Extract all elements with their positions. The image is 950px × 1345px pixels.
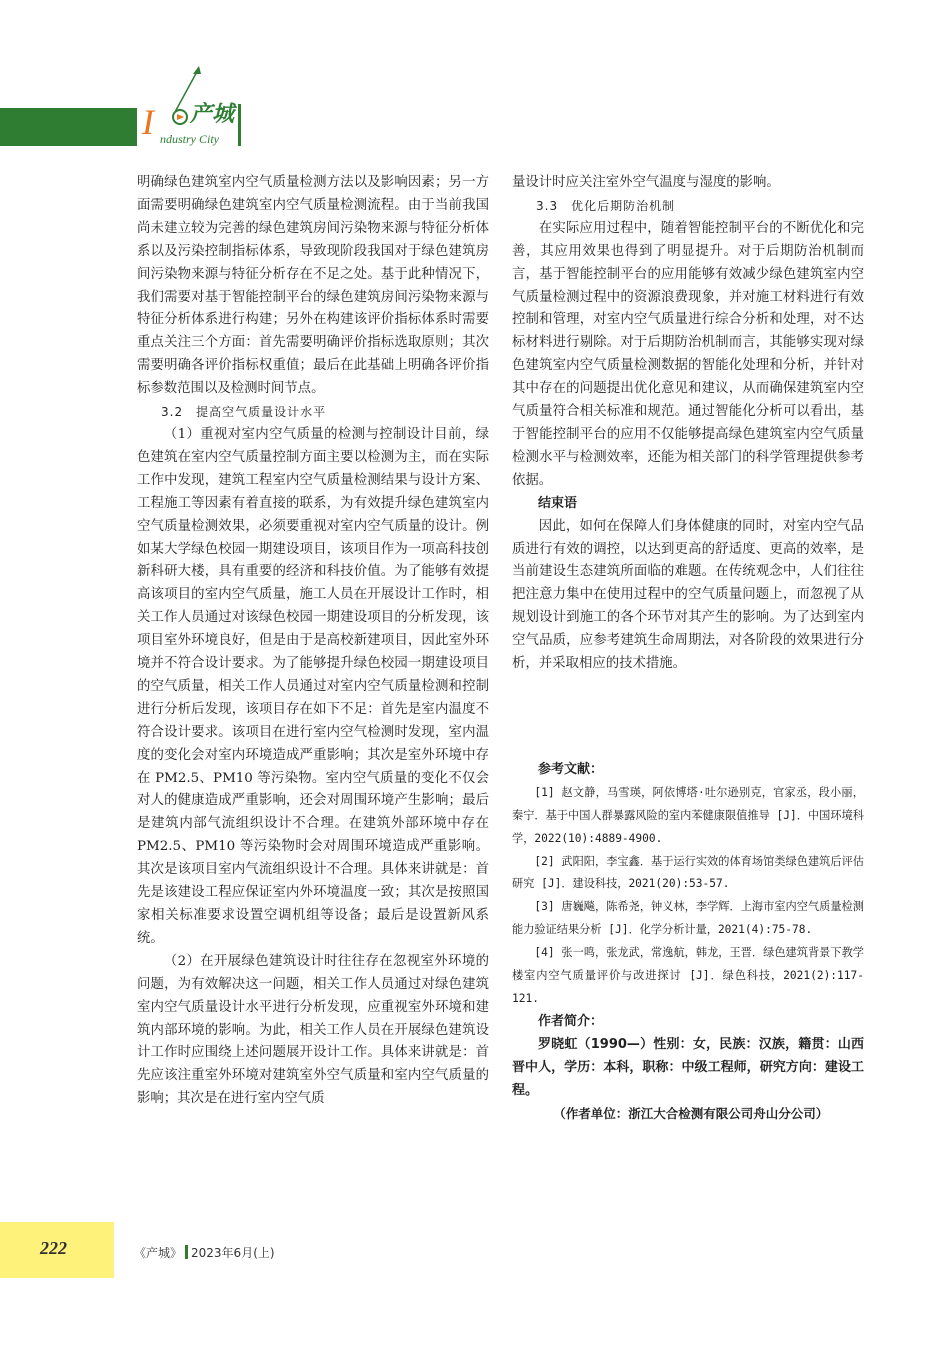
right-column	[512, 172, 864, 1125]
author-unit: （作者单位：浙江大合检测有限公司舟山分公司）	[553, 1105, 829, 1121]
paragraph: （1）重视对室内空气质量的检测与控制设计目前，绿色建筑在室内空气质量控制方面主要以检测为主，而在实际工作中发现，建筑工程室内空气质量检测结果与设计方案、工程施工等因素有着直接的联系，为有效提升绿色建筑室内空气质量检测效果，必须要重视对室内空气质量的设计。例如某大学绿色校园一期建设项目，该项目作为一项高科技创新科研大楼，具有重要的经济和科技价值。为了能够有效提高该项目的室内空气质量，施工人员在开展设计工作时，相关工作人员通过对该绿色校园一期建设项目的分析发现，该项目室外环境良好，但是由于是高校新建项目，因此室外环境并不符合设计要求。为了能够提升绿色校园一期建设项目的空气质量，相关工作人员通过对室内空气质量检测和控制进行分析后发现，该项目存在如下不足：首先是室内温度不符合设计要求。该项目在进行室内空气检测时发现，室内温度的变化会对室内环境造成严重影响；其次是室外环境中存在 PM2.5、PM10 等污染物。室内空气质量的变化不仅会对人的健康造成严重影响，还会对周围环境产生影响；最后是建筑内部气流组织设计不合理。在建筑外部环境中存在 PM2.5、PM10 等污染物时会对周围环境造成严重影响。其次是该项目室内气流组织设计不合理。具体来讲就是：首先是该建设工程应保证室内外环境温度一致；其次是按照国家相关标准要求设置空调机组等设备；最后是设置新风系统。	[137, 426, 489, 946]
paragraph: 量设计时应关注室外空气温度与湿度的影响。	[512, 175, 780, 190]
spacer	[512, 676, 864, 759]
reference-item: [4] 张一鸣，张龙武，常逸航，韩龙，王晋．绿色建筑背景下教学楼室内空气质量评价与改进探讨 [J]．绿色科技，2021(2):117-121.	[512, 946, 864, 1005]
section-heading-3-3: 3.3 优化后期防治机制	[536, 198, 676, 213]
issue-date: 2023年6月(上)	[191, 1246, 275, 1260]
reference-item: [3] 唐巍飚，陈希尧，钟义林，李学辉．上海市室内空气质量检测能力验证结果分析 [J]．化学分析计量，2021(4):75-78.	[512, 900, 864, 937]
author-bio: 罗晓虹（1990—）性别：女，民族：汉族，籍贯：山西晋中人，学历：本科，职称：中级工程师，研究方向：建设工程。	[512, 1036, 864, 1098]
logo-english-title: ndustry City	[160, 132, 219, 146]
journal-name: 《产城》	[134, 1246, 183, 1260]
reference-item: [1] 赵文静，马雪瑛，阿依博塔·吐尔逊别克，官家丞，段小丽，秦宁．基于中国人群暴露风险的室内苯健康限值推导 [J]．中国环境科学，2022(10):4889-4900.	[512, 785, 864, 845]
logo-divider	[238, 104, 241, 146]
conclusion-heading: 结束语	[538, 495, 578, 511]
footer-divider	[185, 1245, 188, 1259]
author-heading: 作者简介：	[538, 1013, 604, 1029]
paragraph: 明确绿色建筑室内空气质量检测方法以及影响因素；另一方面需要明确绿色建筑室内空气质量检测流程。由于当前我国尚未建立较为完善的绿色建筑房间污染物来源与特征分析体系以及污染控制指标体系，导致现阶段我国对于绿色建筑房间污染物来源与特征分析存在不足之处。基于此种情况下，我们需要对基于智能控制平台的绿色建筑房间污染物来源与特征分析体系进行构建；另外在构建该评价指标体系时需要重点关注三个方面：首先需要明确评价指标选取原则；其次需要明确各评价指标权重值；最后在此基础上明确各评价指标参数范围以及检测时间节点。	[137, 175, 489, 397]
page-number: 222	[40, 1238, 67, 1258]
logo-chinese-title: 产城	[190, 102, 235, 127]
logo-letter: I	[142, 102, 154, 142]
paragraph: 在实际应用过程中，随着智能控制平台的不断优化和完善，其应用效果也得到了明显提升。对于后期防治机制而言，基于智能控制平台的应用能够有效减少绿色建筑室内空气质量检测过程中的资源浪费现象，并对施工材料进行有效控制和管理，对室内空气质量进行综合分析和处理，对不达标材料进行剔除。对于后期防治机制而言，其能够实现对绿色建筑室内空气质量检测数据的智能化处理和分析，并针对其中存在的问题提出优化意见和建议，从而确保建筑室内空气质量符合相关标准和规范。通过智能化分析可以看出，基于智能控制平台的应用不仅能够提高绿色建筑室内空气质量检测水平与检测效率，还能为相关部门的科学管理提供参考依据。	[512, 220, 864, 488]
references-heading: 参考文献：	[538, 761, 604, 777]
paragraph: （2）在开展绿色建筑设计时往往存在忽视室外环境的问题，为有效解决这一问题，相关工作人员通过对绿色建筑室内空气质量设计水平进行分析发现，应重视室外环境和建筑内部环境的影响。为此，相关工作人员在开展绿色建筑设计工作时应围绕上述问题展开设计工作。具体来讲就是：首先应该注重室外环境对建筑室外空气质量和室内空气质量的影响；其次是在进行室内空气质	[137, 953, 489, 1107]
left-column	[137, 172, 489, 1111]
conclusion-paragraph: 因此，如何在保障人们身体健康的同时，对室内空气品质进行有效的调控，以达到更高的舒适度、更高的效率，是当前建设生态建筑所面临的难题。在传统观念中，人们往往把注意力集中在使用过程中的空气质量问题上，而忽视了从规划设计到施工的各个环节对其产生的影响。为了达到室内空气品质，应参考建筑生命周期法，对各阶段的效果进行分析，并采取相应的技术措施。	[512, 518, 864, 672]
footer-journal	[134, 1244, 275, 1261]
header-color-bar	[0, 108, 137, 146]
section-heading-3-2: 3.2 提高空气质量设计水平	[161, 405, 327, 420]
reference-item: [2] 武阳阳，李宝鑫．基于运行实效的体育场馆类绿色建筑后评估研究 [J]．建设科技，2021(20):53-57.	[512, 854, 864, 891]
